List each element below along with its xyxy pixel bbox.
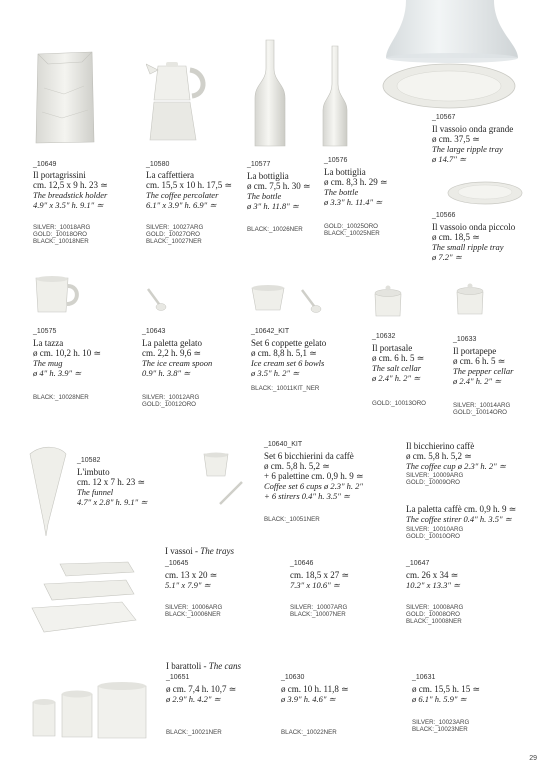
product-variants: GOLD:_10013ORO xyxy=(372,400,426,407)
product-name-en: The bottle xyxy=(324,187,359,197)
trays-photo xyxy=(30,560,138,646)
page-number: 29 xyxy=(529,755,537,762)
product-variants: SILVER:_10008ARG GOLD:_10008ORO BLACK:_10008NER xyxy=(406,604,464,625)
product-dimensions: cm. 2,2 h. 9,6 ≃ xyxy=(142,348,202,358)
large-ripple-tray-photo xyxy=(381,62,517,110)
product-code: _10645 xyxy=(165,560,189,567)
product-dimensions: ø cm. 6 h. 5 ≃ xyxy=(372,353,425,363)
product-dimensions-en: 4.9" x 3.5" h. 9.1" ≃ xyxy=(33,200,104,210)
product-name: La bottiglia xyxy=(247,171,289,181)
product-dimensions-en: ø 3.3" h. 11.4" ≃ xyxy=(324,197,383,207)
product-code: _10649 xyxy=(33,161,57,168)
product-code: _10651 xyxy=(166,674,190,681)
product-code: _10582 xyxy=(77,457,101,464)
product-variants: BLACK:_10051NER xyxy=(264,516,320,523)
product-name: Il portasale xyxy=(372,343,413,353)
ice-cream-spoon-photo xyxy=(145,286,167,312)
product-name-en: The salt cellar xyxy=(372,363,422,373)
product-dimensions-en: 6.1" x 3.9" h. 6.9" ≃ xyxy=(146,200,217,210)
product-name: Il portagrissini xyxy=(33,170,86,180)
product-variants: SILVER:_10018ARG GOLD:_10018ORO BLACK:_10018NER xyxy=(33,224,91,245)
product-name-en: The coffee cup ø 2.3" h. 2" ≃ xyxy=(406,461,506,471)
product-name-en: The small ripple tray xyxy=(432,242,504,252)
salt-cellar-photo xyxy=(372,284,404,320)
product-code: _10642_KIT xyxy=(251,328,290,335)
product-variants: BLACK:_10022NER xyxy=(281,729,337,736)
product-name-en: The coffee stirer 0.4" h. 3.5" ≃ xyxy=(406,514,512,524)
product-code: _10647 xyxy=(406,560,430,567)
product-variants: BLACK:_10026NER xyxy=(247,226,303,233)
product-dimensions: cm. 12,5 x 9 h. 23 ≃ xyxy=(33,180,108,190)
product-variants: SILVER:_10006ARG BLACK:_10006NER xyxy=(165,604,223,618)
product-dimensions: ø cm. 15,5 h. 15 ≃ xyxy=(412,684,481,694)
product-variants: SILVER:_10012ARG GOLD:_10012ORO xyxy=(142,394,200,408)
product-name: Il vassoio onda piccolo xyxy=(432,222,516,232)
product-dimensions: cm. 18,5 x 27 ≃ xyxy=(290,570,350,580)
product-dimensions: ø cm. 10,2 h. 10 ≃ xyxy=(33,348,102,358)
breadstick-holder-photo xyxy=(34,48,96,146)
coffee-percolator-photo xyxy=(146,60,212,144)
section-title-cans: I barattoli - The cans xyxy=(166,661,241,671)
product-dimensions: ø cm. 18,5 ≃ xyxy=(432,232,480,242)
product-dimensions-en: + 6 stirers 0.4" h. 3.5" ≃ xyxy=(264,491,351,501)
product-dimensions: cm. 26 x 34 ≃ xyxy=(406,570,459,580)
product-dimensions-en: ø 4" h. 3.9" ≃ xyxy=(33,368,82,378)
product-name: La bottiglia xyxy=(324,167,366,177)
bottle-photo-2 xyxy=(321,44,349,150)
product-dimensions: ø cm. 37,5 ≃ xyxy=(432,134,480,144)
product-dimensions: cm. 13 x 20 ≃ xyxy=(165,570,218,580)
product-code: _10646 xyxy=(290,560,314,567)
small-ripple-tray-photo xyxy=(446,180,524,206)
product-name: La caffettiera xyxy=(146,170,195,180)
product-name-en: The bottle xyxy=(247,191,282,201)
product-dimensions-en: ø 3.9" h. 4.6" ≃ xyxy=(281,694,336,704)
product-code: _10643 xyxy=(142,328,166,335)
product-variants: GOLD:_10025ORO BLACK:_10025NER xyxy=(324,223,380,237)
product-variants: SILVER:_10010ARG GOLD:_10010ORO xyxy=(406,526,464,540)
product-name-en: The pepper cellar xyxy=(453,366,514,376)
product-name-en: Coffee set 6 cups ø 2.3" h. 2" xyxy=(264,481,363,491)
product-dimensions: ø cm. 7,5 h. 30 ≃ xyxy=(247,181,311,191)
product-dimensions-en: 7.3" x 10.6" ≃ xyxy=(290,580,340,590)
product-dimensions-en: ø 2.9" h. 4.2" ≃ xyxy=(166,694,221,704)
product-dimensions: cm. 15,5 x 10 h. 17,5 ≃ xyxy=(146,180,233,190)
product-dimensions-en: ø 7.2" ≃ xyxy=(432,252,462,262)
cans-photo xyxy=(30,682,150,740)
product-variants: BLACK:_10011KIT_NER xyxy=(251,385,320,392)
product-dimensions-en: ø 14.7" ≃ xyxy=(432,154,467,164)
product-dimensions: ø cm. 6 h. 5 ≃ xyxy=(453,356,506,366)
pepper-cellar-photo xyxy=(454,282,486,318)
product-code: _10576 xyxy=(324,157,348,164)
product-variants: SILVER:_10027ARG GOLD:_10027ORO BLACK:_10027NER xyxy=(146,224,204,245)
product-dimensions-en: 4.7" x 2.8" h. 9.1" ≃ xyxy=(77,497,148,507)
product-name-en: The breadstick holder xyxy=(33,190,108,200)
product-code: _10566 xyxy=(432,212,456,219)
product-code: _10631 xyxy=(412,674,436,681)
product-name: La tazza xyxy=(33,338,64,348)
product-dimensions-en: ø 6.1" h. 5.9" ≃ xyxy=(412,694,467,704)
product-code: _10633 xyxy=(453,336,477,343)
product-variants: BLACK:_10028NER xyxy=(33,394,89,401)
product-name: La paletta gelato xyxy=(142,338,202,348)
product-name: Il bicchierino caffè xyxy=(406,441,475,451)
product-variants: SILVER:_10023ARG BLACK:_10023NER xyxy=(412,719,470,733)
product-name: Set 6 bicchierini da caffè xyxy=(264,451,354,461)
product-code: _10577 xyxy=(247,161,271,168)
product-variants: SILVER:_10014ARG GOLD:_10014ORO xyxy=(453,402,511,416)
product-dimensions: ø cm. 5,8 h. 5,2 ≃ xyxy=(264,461,330,471)
coffee-cup-photo xyxy=(202,452,248,508)
product-dimensions: ø cm. 8,8 h. 5,1 ≃ xyxy=(251,348,317,358)
product-name: L'imbuto xyxy=(77,467,110,477)
product-code: _10575 xyxy=(33,328,57,335)
product-variants: BLACK:_10021NER xyxy=(166,729,222,736)
product-dimensions-en: ø 2.4" h. 2" ≃ xyxy=(453,376,502,386)
product-name-en: The large ripple tray xyxy=(432,144,503,154)
product-variants: SILVER:_10007ARG BLACK:_10007NER xyxy=(290,604,348,618)
product-dimensions-en: 0.9" h. 3.8" ≃ xyxy=(142,368,191,378)
product-name-en: The coffee percolater xyxy=(146,190,219,200)
product-code: _10567 xyxy=(432,114,456,121)
product-dimensions-en: ø 3" h. 11.8" ≃ xyxy=(247,201,299,211)
product-name: Il vassoio onda grande xyxy=(432,124,514,134)
product-dimensions-en: ø 2.4" h. 2" ≃ xyxy=(372,373,421,383)
product-dimensions: ø cm. 7,4 h. 10,7 ≃ xyxy=(166,684,237,694)
product-variants: SILVER:_10009ARG GOLD:_10009ORO xyxy=(406,472,464,486)
product-dimensions: ø cm. 8,3 h. 29 ≃ xyxy=(324,177,388,187)
section-title-trays: I vassoi - The trays xyxy=(165,546,234,556)
product-code: _10630 xyxy=(281,674,305,681)
product-name: La paletta caffè cm. 0,9 h. 9 ≃ xyxy=(406,504,517,514)
product-code: _10632 xyxy=(372,333,396,340)
ice-cream-bowl-photo xyxy=(250,282,330,318)
product-name-en: The funnel xyxy=(77,487,114,497)
mug-photo xyxy=(32,274,82,316)
product-code: _10580 xyxy=(146,161,170,168)
glass-dome-photo xyxy=(382,0,522,68)
product-dimensions-en: 10.2" x 13.3" ≃ xyxy=(406,580,461,590)
product-name-en: The ice cream spoon xyxy=(142,358,213,368)
product-dimensions: ø cm. 10 h. 11,8 ≃ xyxy=(281,684,349,694)
product-dimensions-en: ø 3.5" h. 2" ≃ xyxy=(251,368,300,378)
product-name-en: Ice cream set 6 bowls xyxy=(251,358,325,368)
product-dimensions: cm. 12 x 7 h. 23 ≃ xyxy=(77,477,146,487)
bottle-photo xyxy=(253,38,287,150)
product-dimensions-2: + 6 palettine cm. 0,9 h. 9 ≃ xyxy=(264,471,364,481)
funnel-photo xyxy=(28,444,68,538)
product-code: _10640_KIT xyxy=(264,441,303,448)
product-dimensions: ø cm. 5,8 h. 5,2 ≃ xyxy=(406,451,472,461)
product-name: Set 6 coppette gelato xyxy=(251,338,327,348)
product-name: Il portapepe xyxy=(453,346,497,356)
product-name-en: The mug xyxy=(33,358,63,368)
product-dimensions-en: 5.1" x 7.9" ≃ xyxy=(165,580,211,590)
